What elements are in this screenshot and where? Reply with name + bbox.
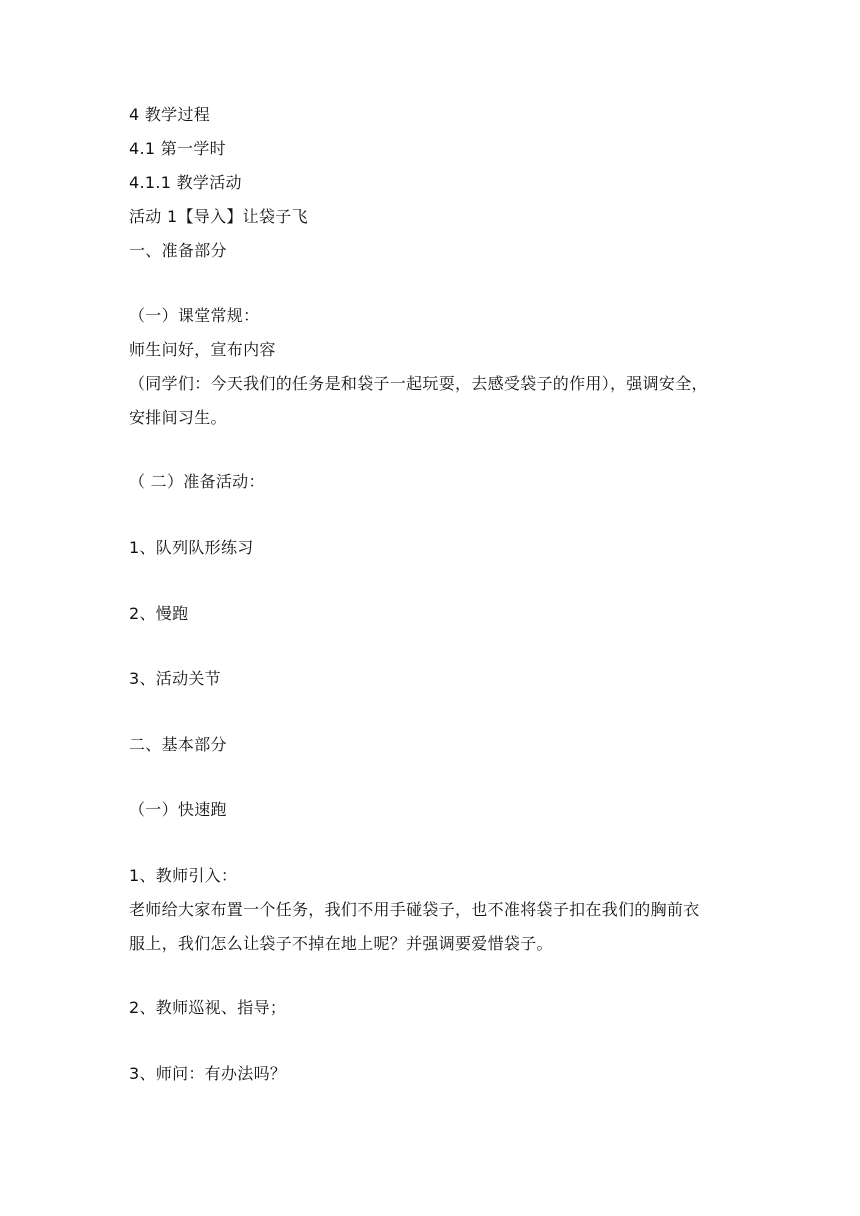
paragraph-task-line-1: 老师给大家布置一个任务，我们不用手碰袋子，也不准将袋子扣在我们的胸前衣 xyxy=(129,900,700,919)
list-item-drill: 1、队列队形练习 xyxy=(129,538,254,557)
list-item-teacher-question: 3、师问：有办法吗？ xyxy=(129,1064,287,1083)
list-item-joints: 3、活动关节 xyxy=(129,669,221,688)
section-basic: 二、基本部分 xyxy=(129,735,227,754)
subsection-fast-run: （一）快速跑 xyxy=(129,800,227,819)
paragraph-intro-line-2: 安排间习生。 xyxy=(129,408,227,427)
activity-title: 活动 1【导入】让袋子飞 xyxy=(129,207,308,226)
subsection-class-routine: （一）课堂常规： xyxy=(129,306,260,325)
section-preparation: 一、准备部分 xyxy=(129,241,227,260)
list-item-teacher-guide: 2、教师巡视、指导； xyxy=(129,998,287,1017)
heading-teaching-process: 4 教学过程 xyxy=(129,105,211,124)
paragraph-task-line-2: 服上，我们怎么让袋子不掉在地上呢？并强调要爱惜袋子。 xyxy=(129,934,553,953)
heading-teaching-activities: 4.1.1 教学活动 xyxy=(129,173,242,192)
list-item-jog: 2、慢跑 xyxy=(129,604,189,623)
heading-first-period: 4.1 第一学时 xyxy=(129,139,226,158)
subsection-warmup: （ 二）准备活动： xyxy=(129,472,265,491)
paragraph-greeting: 师生问好，宣布内容 xyxy=(129,340,276,359)
list-item-teacher-intro: 1、教师引入： xyxy=(129,866,238,885)
paragraph-intro-line-1: （同学们：今天我们的任务是和袋子一起玩耍，去感受袋子的作用），强调安全， xyxy=(129,374,708,393)
